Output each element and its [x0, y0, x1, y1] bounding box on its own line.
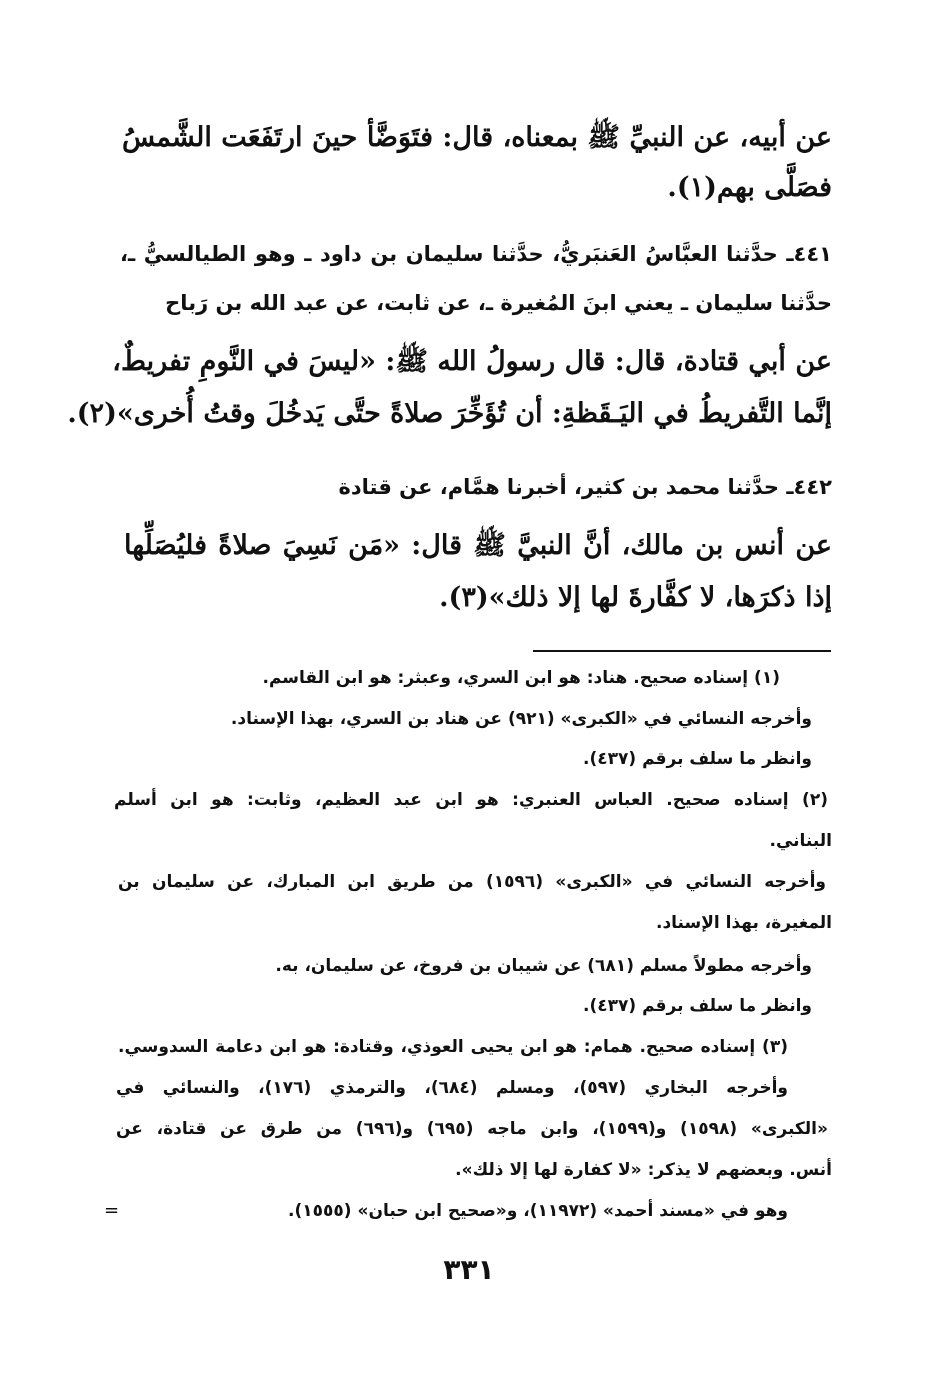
footnote-2-line-2: البناني. — [769, 831, 832, 851]
hadith-442-isnad-line-1: ٤٤٢ـ حدَّثنا محمد بن كثير، أخبرنا همَّام، عن قتادة — [338, 475, 832, 499]
footnote-2-line-1: (٢) إسناده صحيح. العباس العنبري: هو ابن عبد العظيم، وثابت: هو ابن أسلم — [114, 790, 828, 810]
hadith-442-matn-line-1: عن أنس بن مالك، أنَّ النبيَّ ﷺ قال: «مَن نَسِيَ صلاةً فليُصَلِّها — [124, 530, 832, 561]
hadith-441-isnad-line-2: حدَّثنا سليمان ـ يعني ابنَ المُغيرة ـ، عن ثابت، عن عبد الله بن رَباح — [165, 291, 832, 315]
footnote-1-line-1: (١) إسناده صحيح. هناد: هو ابن السري، وعبثر: هو ابن القاسم. — [262, 668, 780, 688]
footnote-3-line-2: وأخرجه البخاري (٥٩٧)، ومسلم (٦٨٤)، والترمذي (١٧٦)، والنسائي في — [116, 1078, 788, 1098]
footnote-2-line-3: وأخرجه النسائي في «الكبرى» (١٥٩٦) من طريق ابن المبارك، عن سليمان بن — [118, 872, 826, 892]
footnote-3-line-3: «الكبرى» (١٥٩٨) و(١٥٩٩)، وابن ماجه (٦٩٥) و(٦٩٦) من طرق عن قتادة، عن — [116, 1119, 828, 1139]
footnote-3-line-5: وهو في «مسند أحمد» (١١٩٧٢)، و«صحيح ابن حبان» (١٥٥٥). — [288, 1201, 788, 1221]
footnote-1-line-3: وانظر ما سلف برقم (٤٣٧). — [583, 749, 812, 769]
hadith-440-matn-line-1: عن أبيه، عن النبيِّ ﷺ بمعناه، قال: فتَوَضَّأ حينَ ارتَفَعَت الشَّمسُ — [122, 122, 832, 153]
footnote-1-line-2: وأخرجه النسائي في «الكبرى» (٩٢١) عن هناد بن السري، بهذا الإسناد. — [230, 709, 812, 729]
hadith-441-matn-line-1: عن أبي قتادة، قال: قال رسولُ الله ﷺ: «ليسَ في النَّومِ تفريطٌ، — [112, 346, 832, 377]
footnote-separator — [533, 650, 831, 652]
hadith-441-matn-line-2: إنَّما التَّفريطُ في اليَـقَظةِ: أن تُؤَخِّرَ صلاةً حتَّى يَدخُلَ وقتُ أُخرى»(٢). — [67, 398, 832, 429]
margin-continuation-mark: = — [104, 1200, 120, 1221]
footnote-2-line-6: وانظر ما سلف برقم (٤٣٧). — [583, 996, 812, 1016]
hadith-442-matn-line-2: إذا ذكرَها، لا كفَّارةَ لها إلا ذلك»(٣). — [439, 582, 832, 613]
page-number: ٣٣١ — [443, 1253, 495, 1286]
hadith-441-isnad-line-1: ٤٤١ـ حدَّثنا العبَّاسُ العَنبَريُّ، حدَّثنا سليمان بن داود ـ وهو الطيالسيُّ ـ، — [120, 242, 832, 266]
footnote-2-line-4: المغيرة، بهذا الإسناد. — [655, 913, 832, 933]
hadith-440-matn-line-2: فصَلَّى بهم(١). — [667, 172, 832, 203]
footnote-3-line-1: (٣) إسناده صحيح. همام: هو ابن يحيى العوذي، وقتادة: هو ابن دعامة السدوسي. — [118, 1037, 788, 1057]
footnote-2-line-5: وأخرجه مطولاً مسلم (٦٨١) عن شيبان بن فروخ، عن سليمان، به. — [275, 956, 812, 976]
footnote-3-line-4: أنس. وبعضهم لا يذكر: «لا كفارة لها إلا ذلك». — [455, 1160, 832, 1180]
